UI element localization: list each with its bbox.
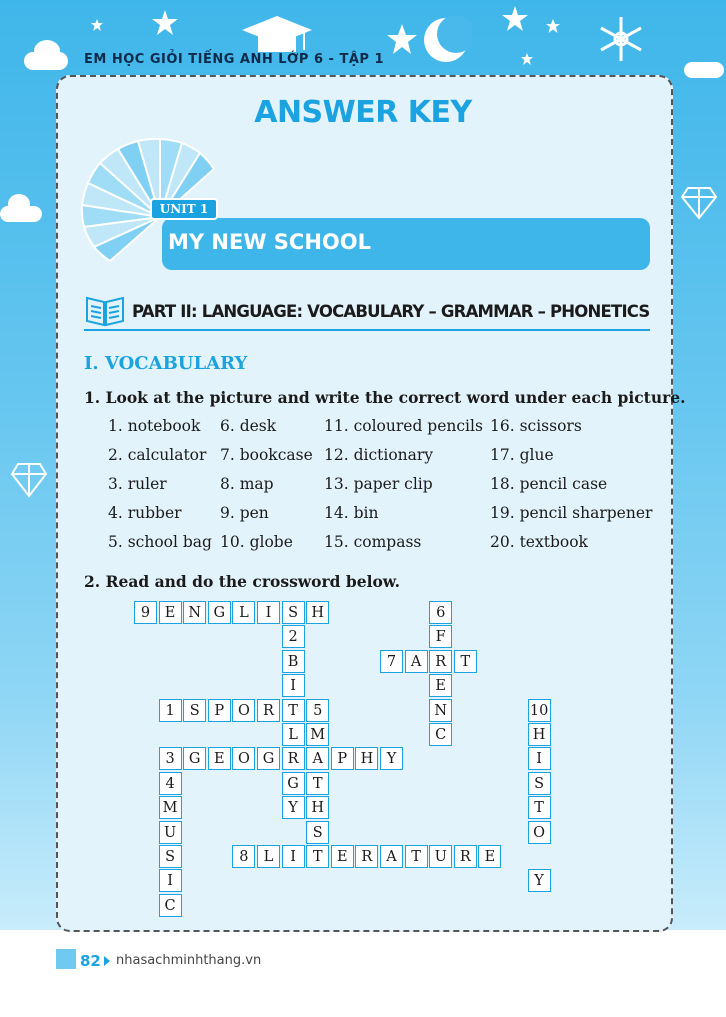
crossword-cell: T (454, 650, 477, 673)
star-icon (500, 4, 530, 34)
crossword-cell: E (429, 674, 452, 697)
crossword-cell: 8 (232, 845, 255, 868)
vocabulary-answer: 11. coloured pencils (324, 417, 483, 435)
crossword-cell: T (282, 699, 305, 722)
crossword-cell: T (528, 796, 551, 819)
crossword-cell: C (159, 894, 182, 917)
snowflake-icon (596, 14, 646, 64)
crossword-cell: N (429, 699, 452, 722)
question-1-instruction: 1. Look at the picture and write the correct word under each picture. (84, 388, 686, 407)
diamond-icon (680, 186, 718, 220)
vocabulary-answer: 3. ruler (108, 475, 167, 493)
book-title: EM HỌC GIỎI TIẾNG ANH LỚP 6 - TẬP 1 (84, 52, 384, 67)
vocabulary-answer: 20. textbook (490, 533, 588, 551)
crossword-cell: O (528, 821, 551, 844)
crossword-cell: A (405, 650, 428, 673)
vocabulary-answer: 6. desk (220, 417, 277, 435)
crossword-cell: Y (282, 796, 305, 819)
vocabulary-answer: 13. paper clip (324, 475, 433, 493)
crossword-cell: S (159, 845, 182, 868)
crossword-cell: 4 (159, 772, 182, 795)
crossword-cell: P (331, 747, 354, 770)
star-icon (545, 18, 561, 34)
book-icon (84, 294, 126, 328)
crossword-cell: G (257, 747, 280, 770)
crossword-cell: P (208, 699, 231, 722)
crossword-cell: T (405, 845, 428, 868)
crossword-cell: S (306, 821, 329, 844)
crossword-cell: R (282, 747, 305, 770)
moon-icon (420, 14, 472, 66)
vocabulary-answer: 1. notebook (108, 417, 201, 435)
vocabulary-answer: 14. bin (324, 504, 379, 522)
crossword-cell: 9 (134, 601, 157, 624)
crossword-cell: R (257, 699, 280, 722)
crossword-cell: G (183, 747, 206, 770)
crossword-cell: T (306, 772, 329, 795)
star-icon (150, 8, 180, 38)
crossword-cell: N (183, 601, 206, 624)
crossword-cell: S (528, 772, 551, 795)
crossword-cell: 5 (306, 699, 329, 722)
vocabulary-answer: 4. rubber (108, 504, 182, 522)
crossword-cell: R (429, 650, 452, 673)
footer-marker (56, 949, 76, 969)
vocabulary-answer: 18. pencil case (490, 475, 608, 493)
section-heading: I. VOCABULARY (84, 353, 248, 374)
vocabulary-answer: 10. globe (220, 533, 293, 551)
unit-badge: UNIT 1 (150, 198, 218, 220)
vocabulary-answer: 7. bookcase (220, 446, 313, 464)
star-icon (520, 52, 534, 66)
crossword-cell: O (232, 747, 255, 770)
crossword-cell: H (528, 723, 551, 746)
website-text: nhasachminhthang.vn (116, 953, 262, 968)
crossword-cell: T (306, 845, 329, 868)
unit-title: MY NEW SCHOOL (168, 230, 372, 254)
page-number: 82 (80, 952, 101, 970)
crossword-cell: L (257, 845, 280, 868)
crossword-cell: I (528, 747, 551, 770)
page-title: ANSWER KEY (254, 95, 472, 130)
crossword-cell: M (306, 723, 329, 746)
cloud-decoration (34, 40, 60, 62)
crossword-cell: I (159, 869, 182, 892)
star-icon (385, 22, 419, 56)
crossword-cell: G (208, 601, 231, 624)
crossword-cell: 10 (528, 699, 551, 722)
crossword-cell: R (454, 845, 477, 868)
crossword-cell: R (355, 845, 378, 868)
part-title: PART II: LANGUAGE: VOCABULARY – GRAMMAR – PHONETICS (132, 302, 650, 321)
crossword-cell: U (159, 821, 182, 844)
crossword-cell: 3 (159, 747, 182, 770)
crossword-cell: 6 (429, 601, 452, 624)
vocabulary-answer: 2. calculator (108, 446, 207, 464)
crossword-cell: A (306, 747, 329, 770)
crossword-cell: A (380, 845, 403, 868)
vocabulary-answer: 5. school bag (108, 533, 212, 551)
vocabulary-answer: 9. pen (220, 504, 269, 522)
crossword-cell: F (429, 625, 452, 648)
crossword-cell: H (355, 747, 378, 770)
crossword-cell: H (306, 796, 329, 819)
divider (84, 329, 650, 331)
crossword-cell: 7 (380, 650, 403, 673)
crossword-cell: S (282, 601, 305, 624)
crossword-cell: I (282, 845, 305, 868)
crossword-cell: G (282, 772, 305, 795)
crossword-cell: B (282, 650, 305, 673)
star-icon (90, 18, 104, 32)
crossword-cell: I (257, 601, 280, 624)
crossword-cell: H (306, 601, 329, 624)
crossword-cell: Y (528, 869, 551, 892)
crossword-cell: 1 (159, 699, 182, 722)
vocabulary-answer: 12. dictionary (324, 446, 434, 464)
crossword-cell: M (159, 796, 182, 819)
crossword-cell: E (208, 747, 231, 770)
crossword-cell: L (232, 601, 255, 624)
crossword-cell: E (478, 845, 501, 868)
crossword-cell: S (183, 699, 206, 722)
crossword-cell: 2 (282, 625, 305, 648)
vocabulary-answer: 17. glue (490, 446, 554, 464)
cloud-decoration (8, 194, 30, 214)
arrow-icon (104, 956, 110, 966)
vocabulary-answer: 8. map (220, 475, 274, 493)
crossword-cell: O (232, 699, 255, 722)
crossword-cell: E (159, 601, 182, 624)
crossword-cell: U (429, 845, 452, 868)
crossword-cell: I (282, 674, 305, 697)
crossword-cell: Y (380, 747, 403, 770)
crossword-cell: C (429, 723, 452, 746)
vocabulary-answer: 15. compass (324, 533, 422, 551)
crossword-cell: E (331, 845, 354, 868)
question-2-instruction: 2. Read and do the crossword below. (84, 572, 400, 591)
vocabulary-answer: 19. pencil sharpener (490, 504, 653, 522)
vocabulary-answer: 16. scissors (490, 417, 582, 435)
diamond-icon (10, 462, 48, 498)
crossword-cell: L (282, 723, 305, 746)
cloud-decoration (684, 62, 724, 78)
